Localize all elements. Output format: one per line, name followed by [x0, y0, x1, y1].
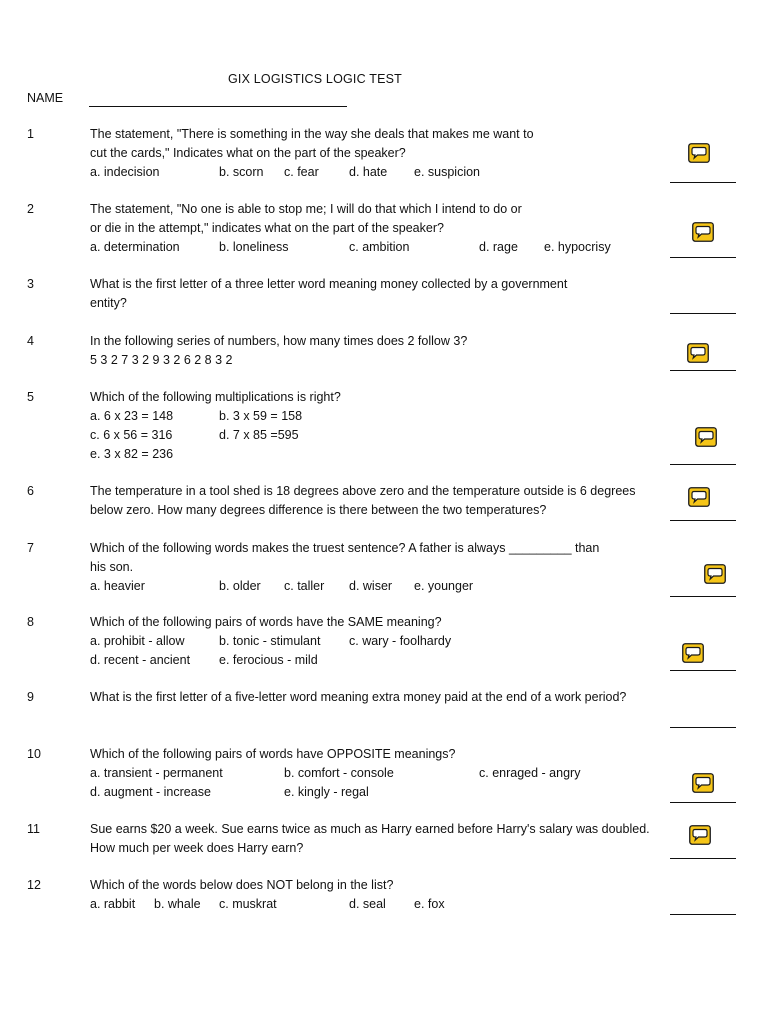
question-text-line: In the following series of numbers, how many times does 2 follow 3?	[90, 334, 468, 348]
question-text-line: Which of the following words makes the truest sentence? A father is always _________ than	[90, 541, 600, 555]
answer-line[interactable]	[670, 464, 736, 465]
answer-option: e. 3 x 82 = 236	[90, 447, 174, 461]
question-number: 3	[27, 277, 34, 291]
question-text-line: Which of the following pairs of words have the SAME meaning?	[90, 615, 442, 629]
answer-option: d. recent - ancient	[90, 653, 191, 667]
answer-line[interactable]	[670, 670, 736, 671]
question-number: 8	[27, 615, 34, 629]
comment-icon[interactable]	[692, 222, 714, 242]
name-label: NAME	[27, 91, 64, 105]
question-number: 7	[27, 541, 34, 555]
question-number: 4	[27, 334, 34, 348]
question-text-line: below zero. How many degrees difference is there between the two temperatures?	[90, 503, 547, 517]
answer-line[interactable]	[670, 727, 736, 728]
answer-option: d. seal	[349, 897, 386, 911]
answer-option: a. indecision	[90, 165, 160, 179]
question-text-line: or die in the attempt," indicates what on the part of the speaker?	[90, 221, 444, 235]
comment-icon[interactable]	[704, 564, 726, 584]
question-text-line: Which of the following multiplications is right?	[90, 390, 341, 404]
answer-option: d. augment - increase	[90, 785, 211, 799]
answer-line[interactable]	[670, 520, 736, 521]
answer-line[interactable]	[670, 313, 736, 314]
answer-option: c. fear	[284, 165, 319, 179]
answer-line[interactable]	[670, 596, 736, 597]
question-number: 9	[27, 690, 34, 704]
comment-icon[interactable]	[687, 343, 709, 363]
question-text-line: entity?	[90, 296, 127, 310]
question-text-line: What is the first letter of a three letter word meaning money collected by a government	[90, 277, 568, 291]
question-number: 11	[27, 822, 40, 836]
question-text-line: How much per week does Harry earn?	[90, 841, 304, 855]
answer-option: c. muskrat	[219, 897, 277, 911]
answer-option: a. heavier	[90, 579, 145, 593]
answer-option: b. tonic - stimulant	[219, 634, 321, 648]
answer-line[interactable]	[670, 858, 736, 859]
answer-option: a. transient - permanent	[90, 766, 223, 780]
question-text-line: What is the first letter of a five-letter word meaning extra money paid at the end of a work period?	[90, 690, 627, 704]
question-text-line: The temperature in a tool shed is 18 degrees above zero and the temperature outside is 6 degrees	[90, 484, 636, 498]
answer-option: d. wiser	[349, 579, 393, 593]
comment-icon[interactable]	[689, 825, 711, 845]
answer-option: d. hate	[349, 165, 388, 179]
question-number: 5	[27, 390, 34, 404]
comment-icon[interactable]	[688, 487, 710, 507]
question-text-line: 5 3 2 7 3 2 9 3 2 6 2 8 3 2	[90, 353, 233, 367]
question-text-line: Which of the words below does NOT belong in the list?	[90, 878, 394, 892]
question-text-line: The statement, "No one is able to stop me; I will do that which I intend to do or	[90, 202, 522, 216]
answer-option: c. 6 x 56 = 316	[90, 428, 173, 442]
name-line	[89, 106, 347, 107]
answer-option: b. whale	[154, 897, 201, 911]
answer-option: b. 3 x 59 = 158	[219, 409, 303, 423]
answer-option: a. determination	[90, 240, 180, 254]
answer-option: e. suspicion	[414, 165, 481, 179]
comment-icon[interactable]	[695, 427, 717, 447]
answer-option: c. ambition	[349, 240, 410, 254]
answer-line[interactable]	[670, 370, 736, 371]
answer-line[interactable]	[670, 257, 736, 258]
answer-option: e. fox	[414, 897, 445, 911]
answer-option: b. scorn	[219, 165, 264, 179]
page-title: GIX LOGISTICS LOGIC TEST	[227, 72, 403, 86]
answer-option: a. rabbit	[90, 897, 136, 911]
answer-option: c. enraged - angry	[479, 766, 581, 780]
answer-option: e. kingly - regal	[284, 785, 369, 799]
question-number: 6	[27, 484, 34, 498]
answer-line[interactable]	[670, 914, 736, 915]
answer-option: b. loneliness	[219, 240, 289, 254]
question-text-line: The statement, "There is something in the way she deals that makes me want to	[90, 127, 534, 141]
question-text-line: Sue earns $20 a week. Sue earns twice as much as Harry earned before Harry's salary was doubled.	[90, 822, 650, 836]
question-text-line: cut the cards," Indicates what on the part of the speaker?	[90, 146, 406, 160]
answer-option: d. 7 x 85 =595	[219, 428, 299, 442]
answer-option: e. younger	[414, 579, 474, 593]
question-number: 1	[27, 127, 34, 141]
answer-option: e. hypocrisy	[544, 240, 611, 254]
answer-option: b. comfort - console	[284, 766, 394, 780]
question-text-line: Which of the following pairs of words have OPPOSITE meanings?	[90, 747, 456, 761]
answer-option: e. ferocious - mild	[219, 653, 318, 667]
answer-option: a. 6 x 23 = 148	[90, 409, 174, 423]
question-number: 10	[27, 747, 41, 761]
question-number: 2	[27, 202, 34, 216]
answer-line[interactable]	[670, 182, 736, 183]
answer-option: b. older	[219, 579, 261, 593]
answer-option: c. wary - foolhardy	[349, 634, 452, 648]
comment-icon[interactable]	[682, 643, 704, 663]
answer-line[interactable]	[670, 802, 736, 803]
question-number: 12	[27, 878, 41, 892]
answer-option: c. taller	[284, 579, 325, 593]
question-text-line: his son.	[90, 560, 134, 574]
comment-icon[interactable]	[692, 773, 714, 793]
answer-option: a. prohibit - allow	[90, 634, 185, 648]
comment-icon[interactable]	[688, 143, 710, 163]
answer-option: d. rage	[479, 240, 518, 254]
